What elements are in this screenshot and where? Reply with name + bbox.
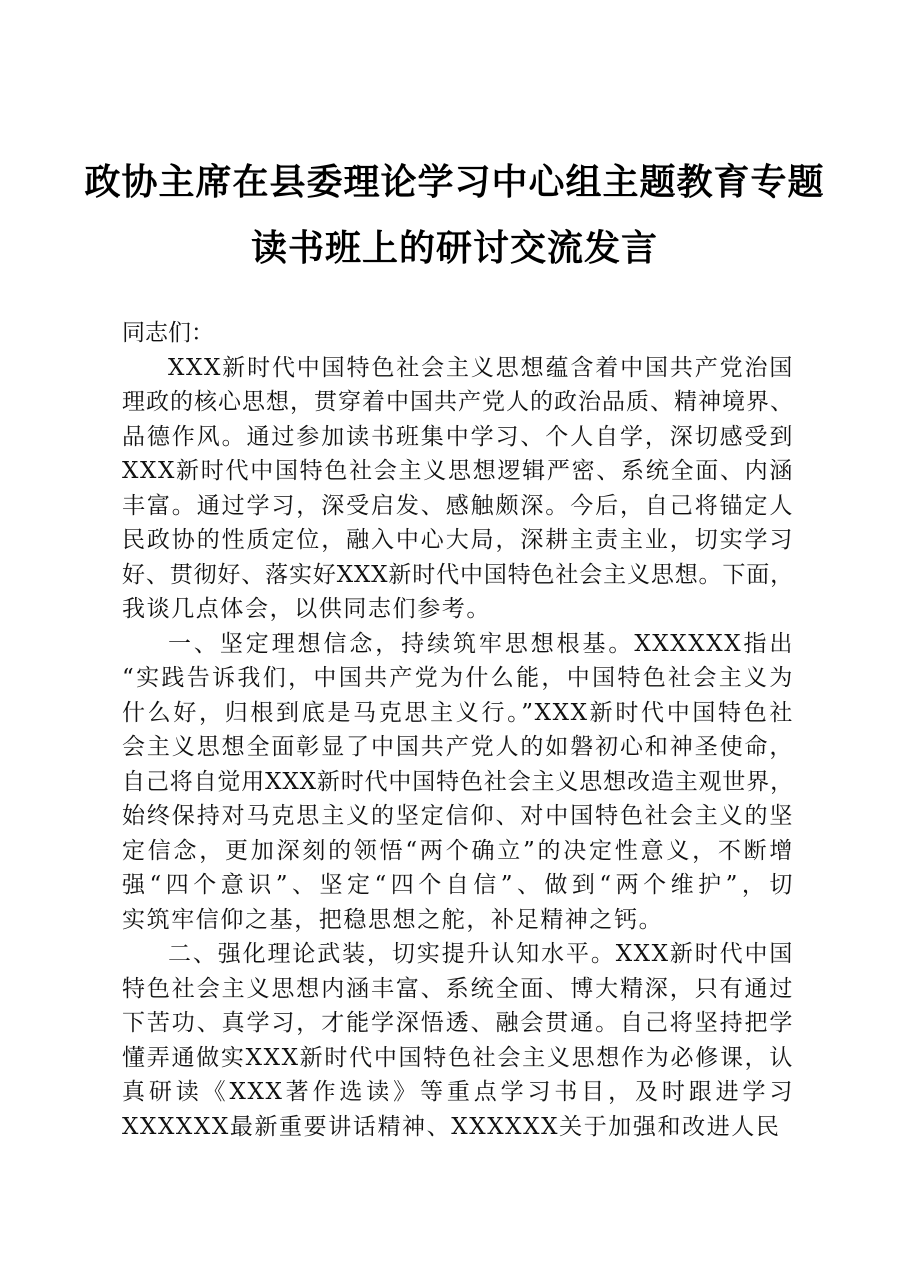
- paragraph-line: 丰富。通过学习，深受启发、感触颇深。今后，自己将锚定人: [122, 492, 794, 519]
- paragraph-line: 自己将自觉用XXX新时代中国特色社会主义思想改造主观世界，: [122, 768, 794, 795]
- document-title-line-1: 政协主席在县委理论学习中心组主题教育专题: [84, 161, 825, 203]
- paragraph-line: 始终保持对马克思主义的坚定信仰、对中国特色社会主义的坚: [122, 803, 794, 829]
- document-title-line-2: 读书班上的研讨交流发言: [250, 227, 658, 269]
- salutation: 同志们：: [122, 320, 214, 346]
- paragraph-line: 定信念，更加深刻的领悟“两个确立”的决定性意义，不断增: [122, 837, 794, 864]
- paragraph-line: 我谈几点体会，以供同志们参考。: [122, 596, 491, 622]
- body-paragraph: [122, 627, 794, 938]
- paragraph-line: XXX新时代中国特色社会主义思想蕴含着中国共产党治国: [168, 354, 794, 381]
- paragraph-container: [122, 351, 794, 1145]
- paragraph-line: 实筑牢信仰之基，把稳思想之舵，补足精神之钙。: [122, 906, 664, 933]
- paragraph-line: 懂弄通做实XXX新时代中国特色社会主义思想作为必修课，认: [122, 1044, 794, 1071]
- paragraph-line: 二、强化理论武装，切实提升认知水平。XXX新时代中国: [168, 941, 794, 967]
- paragraph-line: 会主义思想全面彰显了中国共产党人的如磐初心和神圣使命，: [122, 734, 794, 760]
- paragraph-line: XXXXXX最新重要讲话精神、XXXXXX关于加强和改进人民: [122, 1113, 781, 1140]
- paragraph-line: 品德作风。通过参加读书班集中学习、个人自学，深切感受到: [122, 423, 794, 450]
- body-paragraph: [122, 351, 794, 627]
- body-paragraph: [122, 937, 794, 1144]
- paragraph-line: XXX新时代中国特色社会主义思想逻辑严密、系统全面、内涵: [122, 458, 794, 484]
- paragraph-line: 一、坚定理想信念，持续筑牢思想根基。XXXXXX指出: [168, 630, 794, 657]
- paragraph-line: 理政的核心思想，贯穿着中国共产党人的政治品质、精神境界、: [122, 389, 794, 415]
- paragraph-line: 强“四个意识”、坚定“四个自信”、做到“两个维护”，切: [122, 872, 794, 898]
- paragraph-line: 真研读《XXX著作选读》等重点学习书目，及时跟进学习: [122, 1079, 794, 1105]
- paragraph-line: “实践告诉我们，中国共产党为什么能，中国特色社会主义为: [122, 665, 794, 691]
- paragraph-line: 民政协的性质定位，融入中心大局，深耕主责主业，切实学习: [122, 527, 794, 553]
- paragraph-line: 下苦功、真学习，才能学深悟透、融会贯通。自己将坚持把学: [122, 1010, 794, 1036]
- paragraph-line: 什么好，归根到底是马克思主义行。”XXX新时代中国特色社: [122, 699, 794, 726]
- paragraph-line: 特色社会主义思想内涵丰富、系统全面、博大精深，只有通过: [122, 975, 794, 1002]
- paragraph-line: 好、贯彻好、落实好XXX新时代中国特色社会主义思想。下面，: [122, 561, 794, 588]
- document-body: [122, 316, 794, 1144]
